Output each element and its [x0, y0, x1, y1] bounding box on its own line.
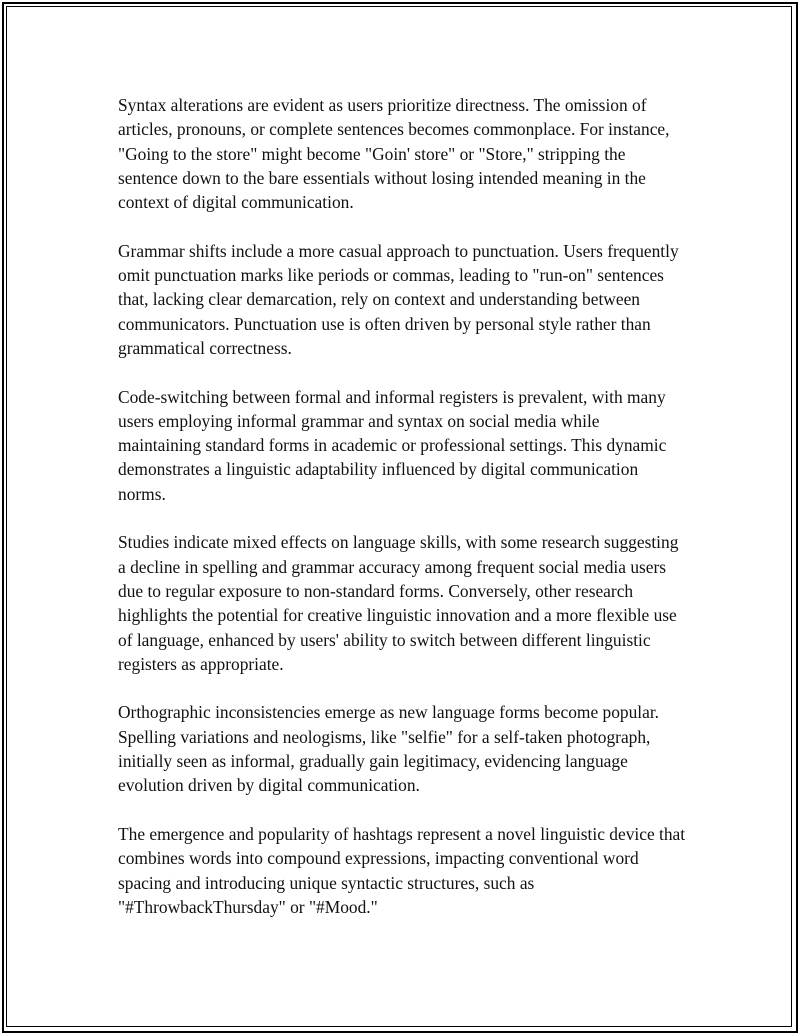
- paragraph-code-switching: Code-switching between formal and informal registers is prevalent, with many users employing informal grammar and syntax on social media while maintaining standard forms in academic or professional settings. This dynamic demonstrates a linguistic adaptability influenced by digital communication norms.: [118, 386, 667, 504]
- paragraph-studies: Studies indicate mixed effects on language skills, with some research suggesting a decline in spelling and grammar accuracy among frequent social media users due to regular exposure to non-standard forms. Conversely, other research highlights the potential for creative linguistic innovation and a more flexible use of language, enhanced by users' ability to switch between different linguistic registers as appropriate.: [118, 532, 679, 674]
- paragraph-grammar: Grammar shifts include a more casual approach to punctuation. Users frequently omit punctuation marks like periods or commas, leading to "run-on" sentences that, lacking clear demarcation, rely on context and understanding between communicators. Punctuation use is often driven by personal style rather than grammatical correctness.: [118, 240, 679, 358]
- paragraph-hashtags: The emergence and popularity of hashtags represent a novel linguistic device that combines words into compound expressions, impacting conventional word spacing and introducing unique syntactic structures, such as "#ThrowbackThursday" or "#Mood.": [118, 823, 686, 917]
- paragraph-syntax: Syntax alterations are evident as users prioritize directness. The omission of articles, pronouns, or complete sentences becomes commonplace. For instance, "Going to the store" might become "Goin' store" or "Store," stripping the sentence down to the bare essentials without losing intended meaning in the context of digital communication.: [118, 95, 670, 213]
- document-body: [118, 93, 686, 943]
- paragraph-orthographic: Orthographic inconsistencies emerge as new language forms become popular. Spelling variations and neologisms, like "selfie" for a self-taken photograph, initially seen as informal, gradually gain legitimacy, evidencing language evolution driven by digital communication.: [118, 702, 660, 796]
